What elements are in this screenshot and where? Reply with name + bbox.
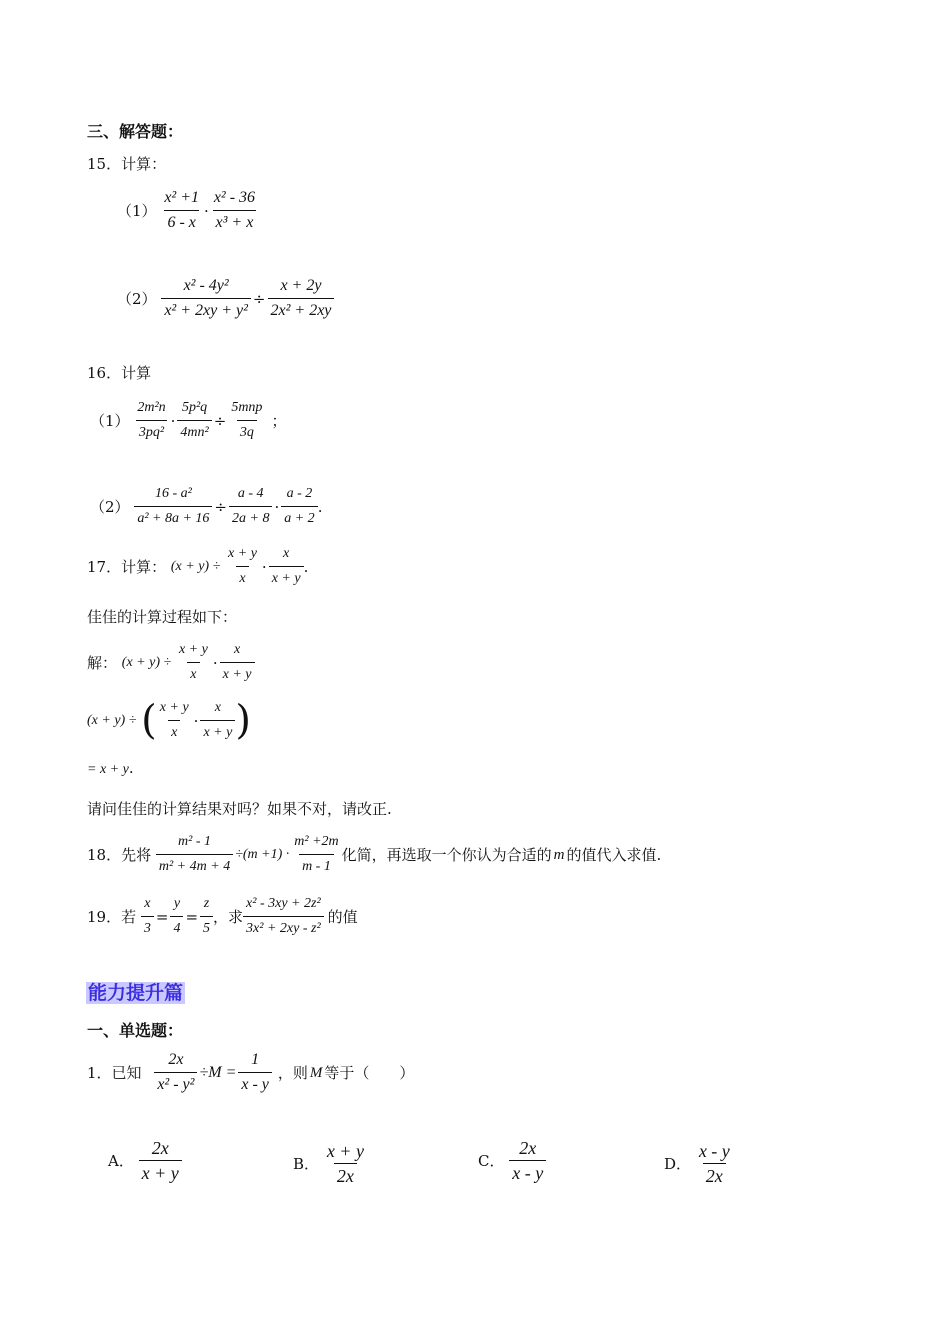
- q16-part1-label: （1）: [90, 411, 130, 430]
- numerator: 5mnp: [231, 400, 263, 415]
- numerator: 2m²n: [137, 400, 166, 415]
- q18-text-b: 的值代入求值.: [566, 845, 662, 864]
- operator: ·: [170, 411, 176, 430]
- option-d[interactable]: [664, 1141, 733, 1186]
- numerator: 5p²q: [181, 400, 208, 415]
- section-heading-solve: 三、解答题：: [87, 122, 184, 141]
- q16-part1: [90, 398, 286, 443]
- punctuation: .: [303, 557, 309, 576]
- q16-p2-frac1: [134, 484, 212, 529]
- step2-frac1: [157, 698, 192, 743]
- q15-p1-frac1: [161, 188, 202, 233]
- q19-text-mid: ，求: [213, 907, 244, 926]
- denominator: 2x: [334, 1163, 357, 1186]
- q16-part2-label: （2）: [90, 497, 130, 516]
- denominator: a + 2: [281, 506, 317, 529]
- operator: ·: [212, 653, 218, 672]
- denominator: x³ + x: [213, 210, 257, 233]
- expr-lead: (x + y) ÷: [121, 654, 172, 670]
- denominator: 5: [200, 916, 213, 939]
- q17-label: 17．计算：: [87, 557, 167, 576]
- denominator: m² + 4m + 4: [156, 854, 233, 877]
- option-letter: B．: [293, 1154, 320, 1173]
- q16-p1-frac2: [177, 398, 211, 443]
- denominator: 2x: [703, 1163, 726, 1186]
- highlighted-title: 能力提升篇: [88, 982, 184, 1004]
- q15-part1: [117, 188, 258, 233]
- punctuation: .: [128, 759, 134, 777]
- q18-problem: [87, 832, 661, 877]
- q15-p1-frac2: [211, 188, 258, 233]
- q1-frac2: [238, 1050, 272, 1095]
- denominator: x - y: [238, 1072, 272, 1095]
- numerator: x + y: [159, 700, 189, 715]
- q19-problem: [87, 894, 358, 939]
- q1-problem: [87, 1050, 414, 1095]
- option-a[interactable]: [108, 1138, 182, 1183]
- denominator: x - y: [509, 1160, 546, 1183]
- numerator: a - 4: [237, 486, 264, 501]
- numerator: x² - 36: [213, 189, 256, 206]
- numerator: x: [283, 546, 290, 561]
- q17-intro: 佳佳的计算过程如下：: [87, 608, 238, 626]
- equals: =: [185, 907, 199, 926]
- denominator: 3: [141, 916, 154, 939]
- q1-frac1: [154, 1050, 197, 1095]
- q18-frac2: [291, 832, 341, 877]
- expr-lead: (x + y) ÷: [170, 558, 221, 574]
- denominator: 3q: [237, 420, 257, 443]
- q19-ratio-x: [141, 894, 154, 939]
- result: = x + y: [87, 762, 129, 777]
- q19-ratio-z: [200, 894, 213, 939]
- punctuation: .: [317, 497, 323, 516]
- q19-text-end: 的值: [327, 907, 358, 926]
- q17-problem: [87, 544, 308, 589]
- q15-p2-frac1: [161, 276, 251, 321]
- expr-middle: ÷M =: [199, 1063, 237, 1081]
- left-paren: (: [141, 697, 157, 744]
- step1-frac1: [176, 640, 211, 685]
- q17-step1: [87, 640, 255, 685]
- q17-step3: [87, 758, 134, 780]
- denominator: x + y: [200, 720, 235, 743]
- denominator: 3x² + 2xy - z²: [243, 916, 324, 939]
- operator: ÷: [213, 411, 227, 430]
- operator: ·: [193, 711, 199, 730]
- q1-text-b: 等于（ ）: [324, 1063, 415, 1082]
- q16-part2: [90, 484, 322, 529]
- denominator: 2a + 8: [229, 506, 272, 529]
- option-frac: [324, 1141, 367, 1186]
- right-paren: ): [235, 697, 251, 744]
- denominator: m - 1: [299, 854, 334, 877]
- denominator: x + y: [139, 1160, 182, 1183]
- punctuation: ；: [271, 411, 287, 430]
- numerator: 1: [251, 1051, 260, 1068]
- operator: ·: [274, 497, 280, 516]
- operator: ·: [204, 201, 209, 220]
- q19-label: 19．若: [87, 907, 137, 926]
- option-letter: A．: [108, 1151, 134, 1170]
- operator: ·: [261, 557, 267, 576]
- q15-label: 15．计算：: [87, 155, 167, 173]
- q16-p1-frac1: [134, 398, 168, 443]
- numerator: x + 2y: [280, 277, 322, 294]
- numerator: x + y: [228, 546, 257, 561]
- solution-label: 解：: [87, 653, 118, 672]
- denominator: x: [168, 720, 180, 743]
- equals: =: [155, 907, 169, 926]
- option-b[interactable]: [293, 1141, 367, 1186]
- denominator: 3pq²: [136, 420, 167, 443]
- numerator: x + y: [178, 642, 208, 657]
- q17-frac2: [269, 544, 304, 589]
- denominator: a² + 8a + 16: [134, 506, 212, 529]
- q18-frac1: [156, 832, 233, 877]
- option-c[interactable]: [478, 1138, 546, 1183]
- numerator: x: [214, 700, 221, 715]
- q15-part2-label: （2）: [117, 289, 157, 308]
- numerator: x² - 3xy + 2z²: [246, 896, 321, 911]
- q16-label: 16．计算: [87, 364, 152, 382]
- q16-p2-frac3: [281, 484, 317, 529]
- q19-ratio-y: [170, 894, 183, 939]
- numerator: a - 2: [286, 486, 313, 501]
- q15-part1-label: （1）: [117, 201, 157, 220]
- expr-middle: ÷(m +1) ·: [235, 846, 290, 862]
- q15-p2-frac2: [268, 276, 335, 321]
- numerator: y: [173, 896, 181, 911]
- numerator: x² - 4y²: [183, 277, 229, 294]
- q19-target-frac: [243, 894, 324, 939]
- numerator: x: [233, 642, 241, 657]
- q16-p2-frac2: [229, 484, 272, 529]
- option-frac: [696, 1141, 733, 1186]
- numerator: z: [203, 896, 210, 911]
- denominator: 2x² + 2xy: [268, 298, 335, 321]
- q17-question: 请问佳佳的计算结果对吗？如果不对，请改正.: [87, 800, 392, 818]
- step2-frac2: [200, 698, 235, 743]
- numerator: x: [144, 896, 151, 911]
- denominator: 4: [170, 916, 183, 939]
- q1-text-a: ，则: [277, 1063, 308, 1082]
- variable: M: [309, 1064, 323, 1081]
- option-frac: [139, 1138, 182, 1183]
- q15-part2: [117, 276, 334, 321]
- expr-lead: (x + y) ÷: [87, 712, 137, 728]
- numerator: x² +1: [164, 189, 200, 206]
- numerator: 16 - a²: [154, 486, 192, 501]
- denominator: x² - y²: [154, 1072, 197, 1095]
- operator: ÷: [214, 497, 227, 516]
- numerator: 2x: [519, 1138, 537, 1158]
- denominator: x + y: [269, 566, 304, 589]
- option-letter: D．: [664, 1154, 692, 1173]
- step1-frac2: [220, 640, 255, 685]
- q1-label: 1．已知: [87, 1063, 142, 1082]
- denominator: x: [236, 566, 248, 589]
- option-letter: C．: [478, 1151, 505, 1170]
- denominator: 6 - x: [164, 210, 198, 233]
- q17-frac1: [225, 544, 260, 589]
- section-heading-single-choice: 一、单选题：: [87, 1021, 184, 1040]
- q16-p1-frac3: [228, 398, 265, 443]
- q18-text-a: 化简，再选取一个你认为合适的: [341, 845, 552, 864]
- variable: m: [553, 846, 565, 863]
- section-heading-ability: [86, 978, 185, 1005]
- operator: ÷: [252, 289, 266, 308]
- denominator: x: [187, 662, 199, 685]
- numerator: m² +2m: [294, 834, 339, 849]
- numerator: 2x: [151, 1138, 169, 1158]
- denominator: 4mn²: [177, 420, 211, 443]
- q17-step2: [87, 698, 251, 743]
- option-frac: [509, 1138, 546, 1183]
- numerator: 2x: [168, 1051, 184, 1068]
- numerator: x - y: [698, 1141, 730, 1161]
- numerator: m² - 1: [178, 834, 212, 849]
- q18-label: 18．先将: [87, 845, 152, 864]
- numerator: x + y: [326, 1141, 364, 1161]
- denominator: x + y: [220, 662, 255, 685]
- denominator: x² + 2xy + y²: [161, 298, 251, 321]
